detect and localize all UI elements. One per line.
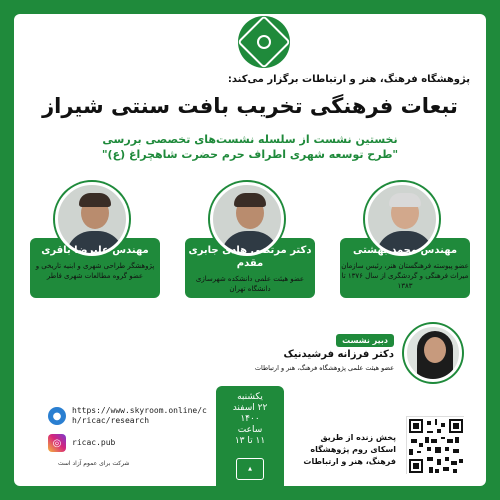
links-block [48,406,218,467]
speaker-desc: عضو هیئت علمی دانشکده شهرسازی دانشگاه تهران [195,275,305,293]
moderator-block [254,332,454,382]
event-subtitle [14,132,486,162]
speaker-desc: عضو پیوسته فرهنگستان هنر، رئیس سازمان میراث فرهنگی و گردشگری از سال ۱۳۷۶ تا ۱۳۸۳ [341,262,469,290]
subtitle-line-2: "طرح توسعه شهری اطراف حرم حضرت شاهچراغ (ع)" [101,148,399,161]
instagram-icon: ◎ [48,434,66,452]
logo-icon: ▲ [236,458,264,480]
speaker-name: مهندس علیرضا باقری [41,245,149,256]
logo-icon [238,16,290,68]
time-label: ساعت [237,425,263,435]
subtitle-line-1: نخستین نشست از سلسله نشست‌های تخصصی بررسی [102,133,398,146]
free-entry-note: شرکت برای عموم آزاد است [58,460,130,467]
event-date: ۲۲ اسفند [232,403,268,413]
event-time: ۱۱ تا ۱۳ [234,436,266,446]
event-year: ۱۴۰۰ [240,414,260,424]
date-block [216,386,284,486]
moderator-desc: عضو هیئت علمی پژوهشگاه فرهنگ، هنر و ارتباطات [254,364,394,372]
event-day: یکشنبه [237,392,263,402]
moderator-name: دکتر فرزانه فرشیدنیک [283,349,394,360]
speaker-name: دکتر مرتضی هادی جابری مقدم [188,245,312,269]
qr-code[interactable] [406,416,464,474]
event-title: تبعات فرهنگی تخریب بافت سنتی شیراز [42,94,458,118]
speaker-middle-text [185,238,315,298]
speaker-left-text [30,238,160,298]
skyroom-link[interactable]: https://www.skyroom.online/ch/ricac/research [72,406,207,425]
poster [14,14,486,486]
speaker-name: مهندس محمد بهشتی [352,245,458,256]
instagram-link-row[interactable] [48,434,218,452]
presenter-line: پژوهشگاه فرهنگ، هنر و ارتباطات برگزار می‌کند: [227,74,470,85]
moderator-photo [404,324,462,382]
live-stream-note: پخش زنده از طریق اسکای روم پژوهشگاه فرهنگ، هنر و ارتباطات [303,433,396,466]
instagram-link[interactable]: ricac.pub [72,438,116,447]
speaker-desc: پژوهشگر طراحی شهری و ابنیه تاریخی و عضو گروه مطالعات شهری فاطر [35,262,155,280]
moderator-label: دبیر نشست [336,334,394,347]
skyroom-icon: ● [48,407,66,425]
speaker-right-text [340,238,470,298]
skyroom-link-row[interactable] [48,406,218,426]
